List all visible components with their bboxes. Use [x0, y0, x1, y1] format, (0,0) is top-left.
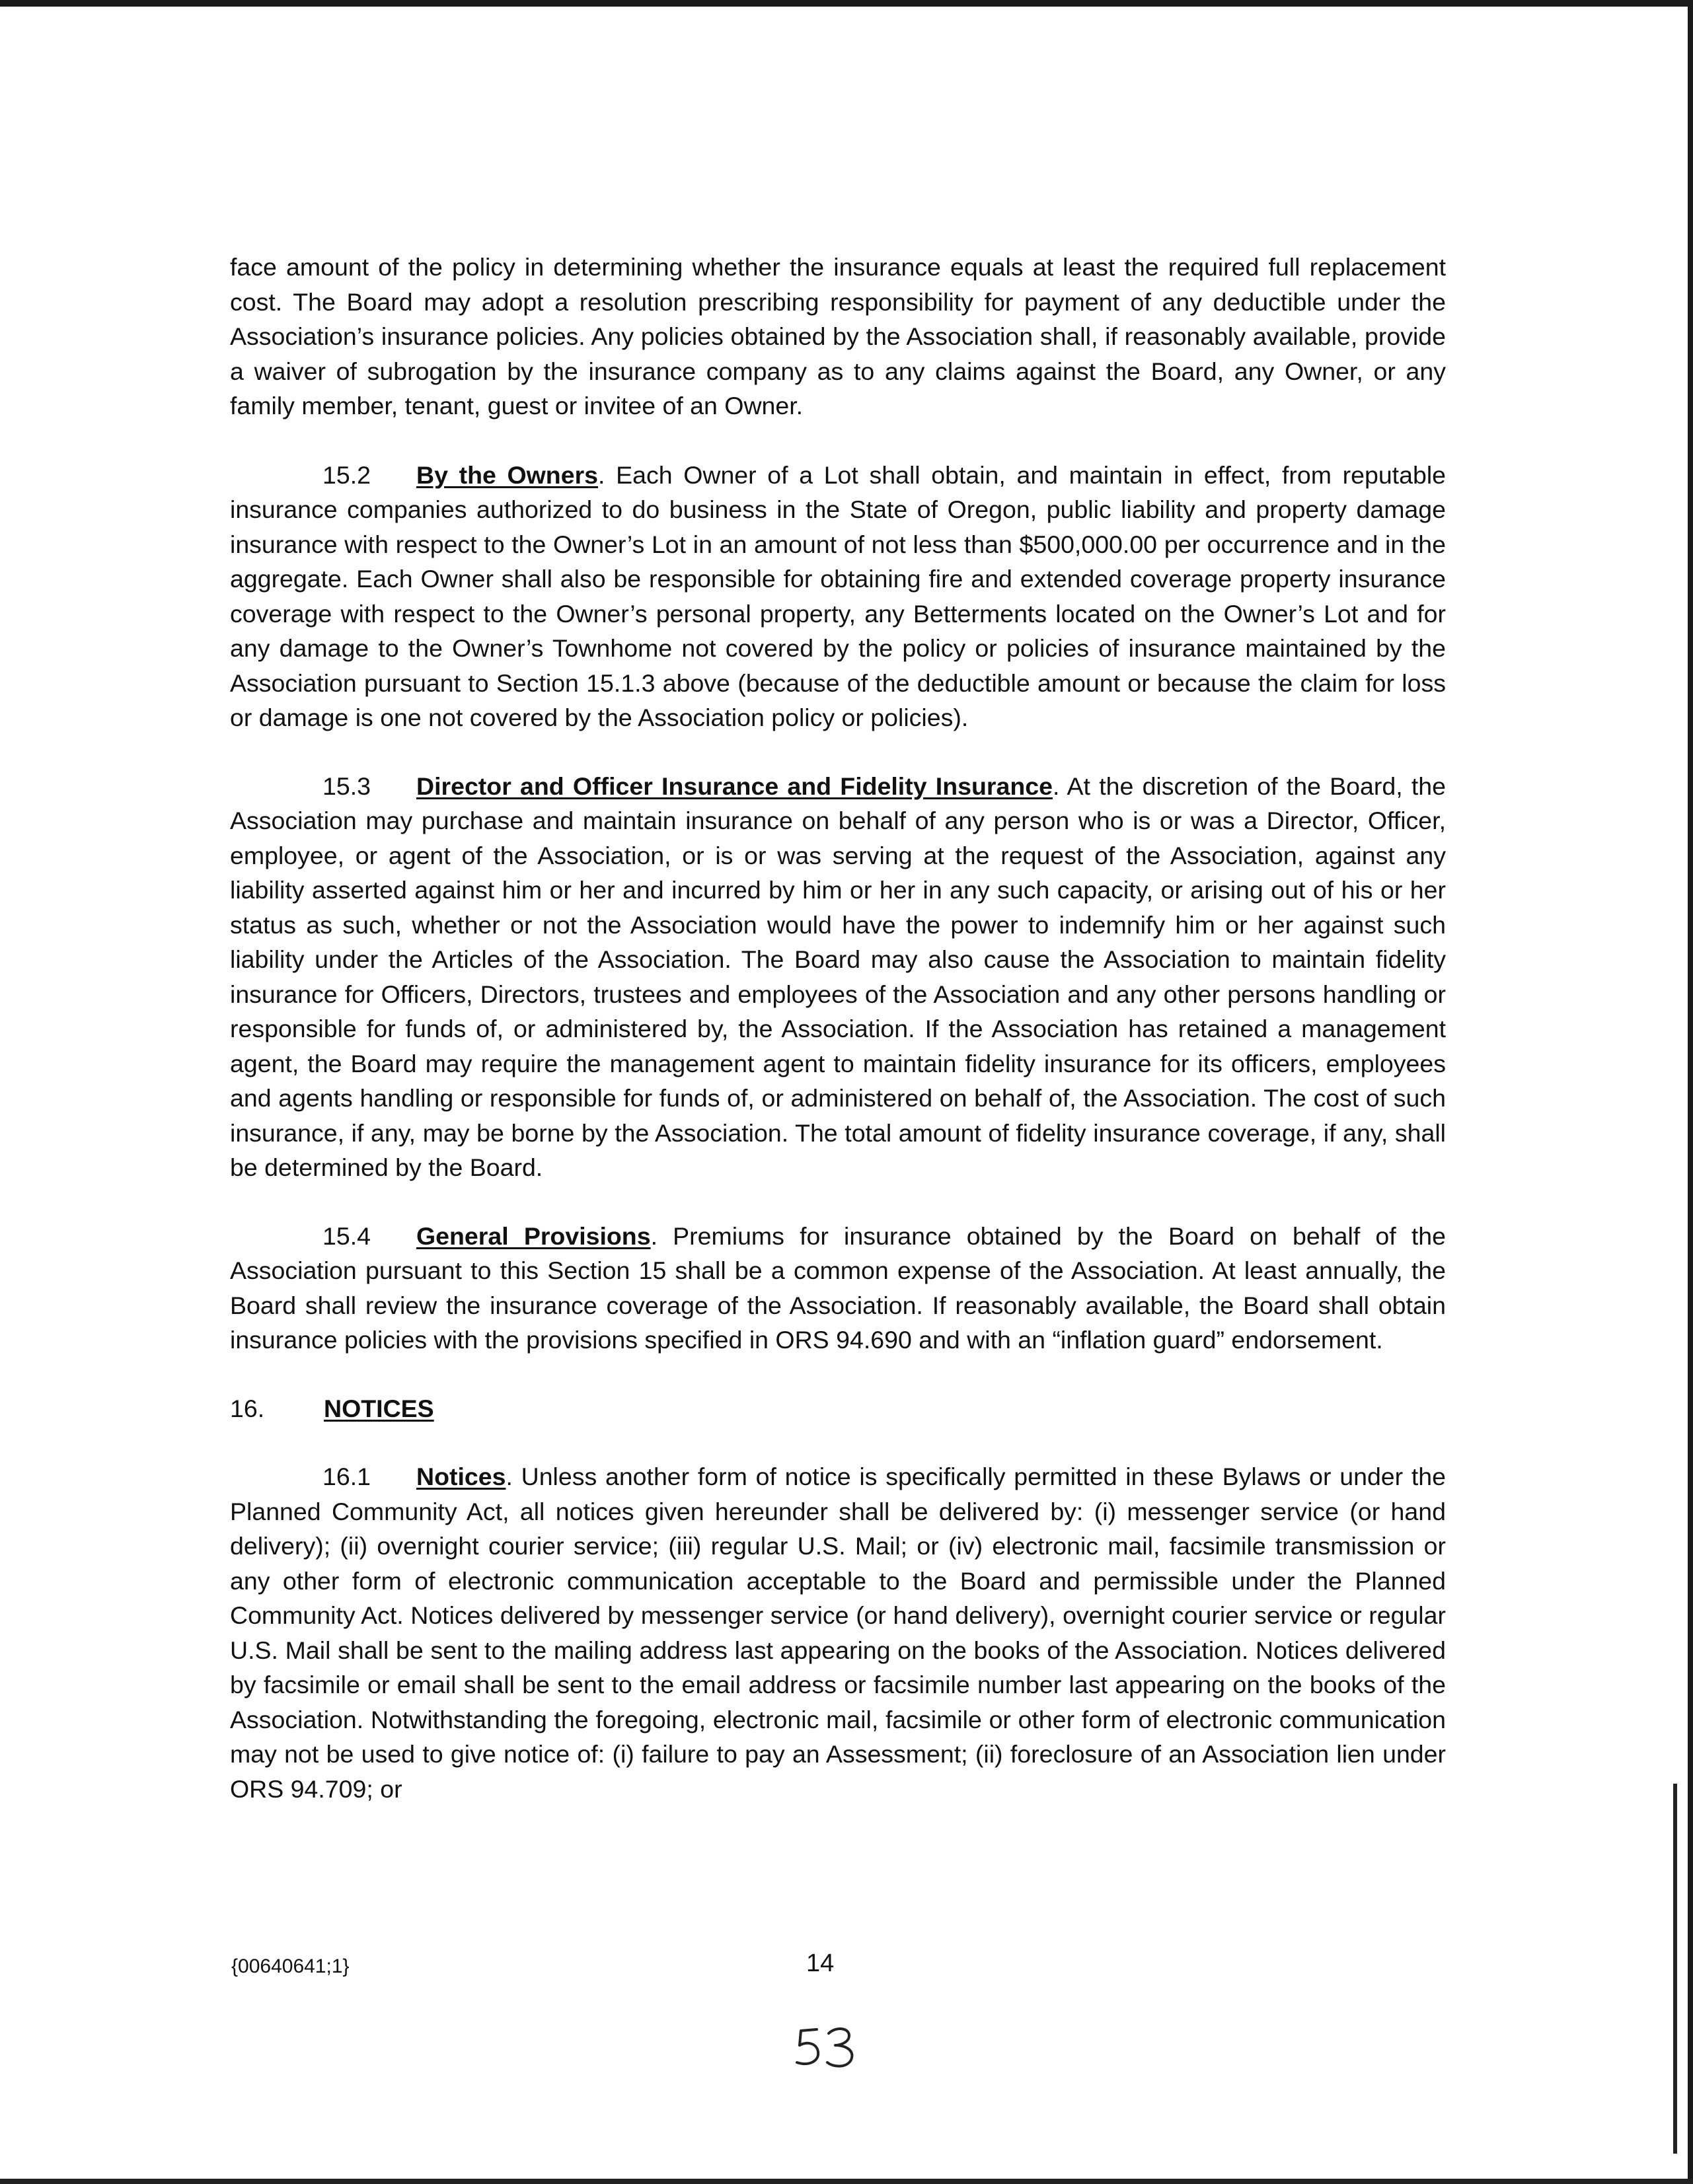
scan-edge-right [1688, 0, 1693, 2184]
section-15-4 [230, 1219, 1446, 1358]
section-16-1-number: 16.1 [322, 1463, 371, 1490]
section-15-3-body: . At the discretion of the Board, the Association may purchase and maintain insurance on behalf of any person who is or was a Director, Officer, employee, or agent of the Association, or is or was serving at the request of the Association, against any liability asserted against him or her and incurred by him or her in any such capacity, or arising out of his or her status as such, whether or not the Association would have the power to indemnify him or her against such liability under the Articles of the Association. The Board may also cause the Association to maintain fidelity insurance for Officers, Directors, trustees and employees of the Association and any other persons handling or responsible for funds of, or administered by, the Association. If the Association has retained a management agent, the Board may require the management agent to maintain fidelity insurance for its officers, employees and agents handling or responsible for funds of, or administered on behalf of, the Association. The cost of such insurance, if any, may be borne by the Association. The total amount of fidelity insurance coverage, if any, shall be determined by the Board. [230, 772, 1447, 1181]
section-16-1-body: . Unless another form of notice is specifically permitted in these Bylaws or under the Planned Community Act, all notices given hereunder shall be delivered by: (i) messenger service (or hand delivery); (ii) overnight courier service; (iii) regular U.S. Mail; or (iv) electronic mail, facsimile transmission or any other form of electronic communication acceptable to the Board and permissible under the Planned Community Act. Notices delivered by messenger service (or hand delivery), overnight courier service or regular U.S. Mail shall be sent to the mailing address last appearing on the books of the Association. Notices delivered by facsimile or email shall be sent to the email address or facsimile number last appearing on the books of the Association. Notwithstanding the foregoing, electronic mail, facsimile or other form of electronic communication may not be used to give notice of: (i) failure to pay an Assessment; (ii) foreclosure of an Association lien under ORS 94.709; or [230, 1463, 1446, 1803]
paragraph-intro [230, 250, 1446, 423]
section-15-4-heading: General Provisions [416, 1221, 651, 1250]
section-16-number: 16. [230, 1394, 265, 1422]
paragraph-intro-text: face amount of the policy in determining whether the insurance equals at least the required full replacement cost. The Board may adopt a resolution prescribing responsibility for payment of any deductible under the Association’s insurance policies. Any policies obtained by the Association shall, if reasonably available, provide a waiver of subrogation by the insurance company as to any claims against the Board, any Owner, or any family member, tenant, guest or invitee of an Owner. [230, 253, 1446, 419]
section-16-1 [230, 1459, 1446, 1806]
section-15-2-number: 15.2 [322, 460, 371, 489]
scan-edge-bottom [0, 2179, 1693, 2184]
section-16-heading: NOTICES [324, 1394, 434, 1422]
document-body [230, 250, 1446, 1840]
section-16-1-heading: Notices [416, 1463, 506, 1490]
handwritten-53-mark [792, 2021, 864, 2074]
footer-document-id: {00640641;1} [231, 1955, 350, 1977]
section-15-3-number: 15.3 [322, 772, 371, 800]
section-15-2 [230, 458, 1446, 735]
section-15-4-body: . Premiums for insurance obtained by the Board on behalf of the Association pursuant to this Section 15 shall be a common expense of the Association. At least annually, the Board shall review the insurance coverage of the Association. If reasonably available, the Board shall obtain insurance policies with the provisions specified in ORS 94.690 and with an “inflation guard” endorsement. [230, 1221, 1446, 1354]
handwritten-page-number [792, 2021, 864, 2078]
footer-page-number: 14 [806, 1949, 835, 1977]
section-15-2-heading: By the Owners [416, 460, 599, 489]
scan-edge-top [0, 0, 1693, 7]
section-15-3-heading: Director and Officer Insurance and Fidelity Insurance [416, 772, 1053, 800]
section-15-3 [230, 769, 1446, 1185]
section-16-heading-row [230, 1391, 1446, 1426]
scan-edge-right-inner [1673, 1784, 1677, 2154]
section-15-2-body: . Each Owner of a Lot shall obtain, and maintain in effect, from reputable insurance companies authorized to do business in the State of Oregon, public liability and property damage insurance with respect to the Owner’s Lot in an amount of not less than $500,000.00 per occurrence and in the aggregate. Each Owner shall also be responsible for obtaining fire and extended coverage property insurance coverage with respect to the Owner’s personal property, any Betterments located on the Owner’s Lot and for any damage to the Owner’s Townhome not covered by the policy or policies of insurance maintained by the Association pursuant to Section 15.1.3 above (because of the deductible amount or because the claim for loss or damage is one not covered by the Association policy or policies). [230, 460, 1447, 731]
section-15-4-number: 15.4 [322, 1221, 371, 1250]
